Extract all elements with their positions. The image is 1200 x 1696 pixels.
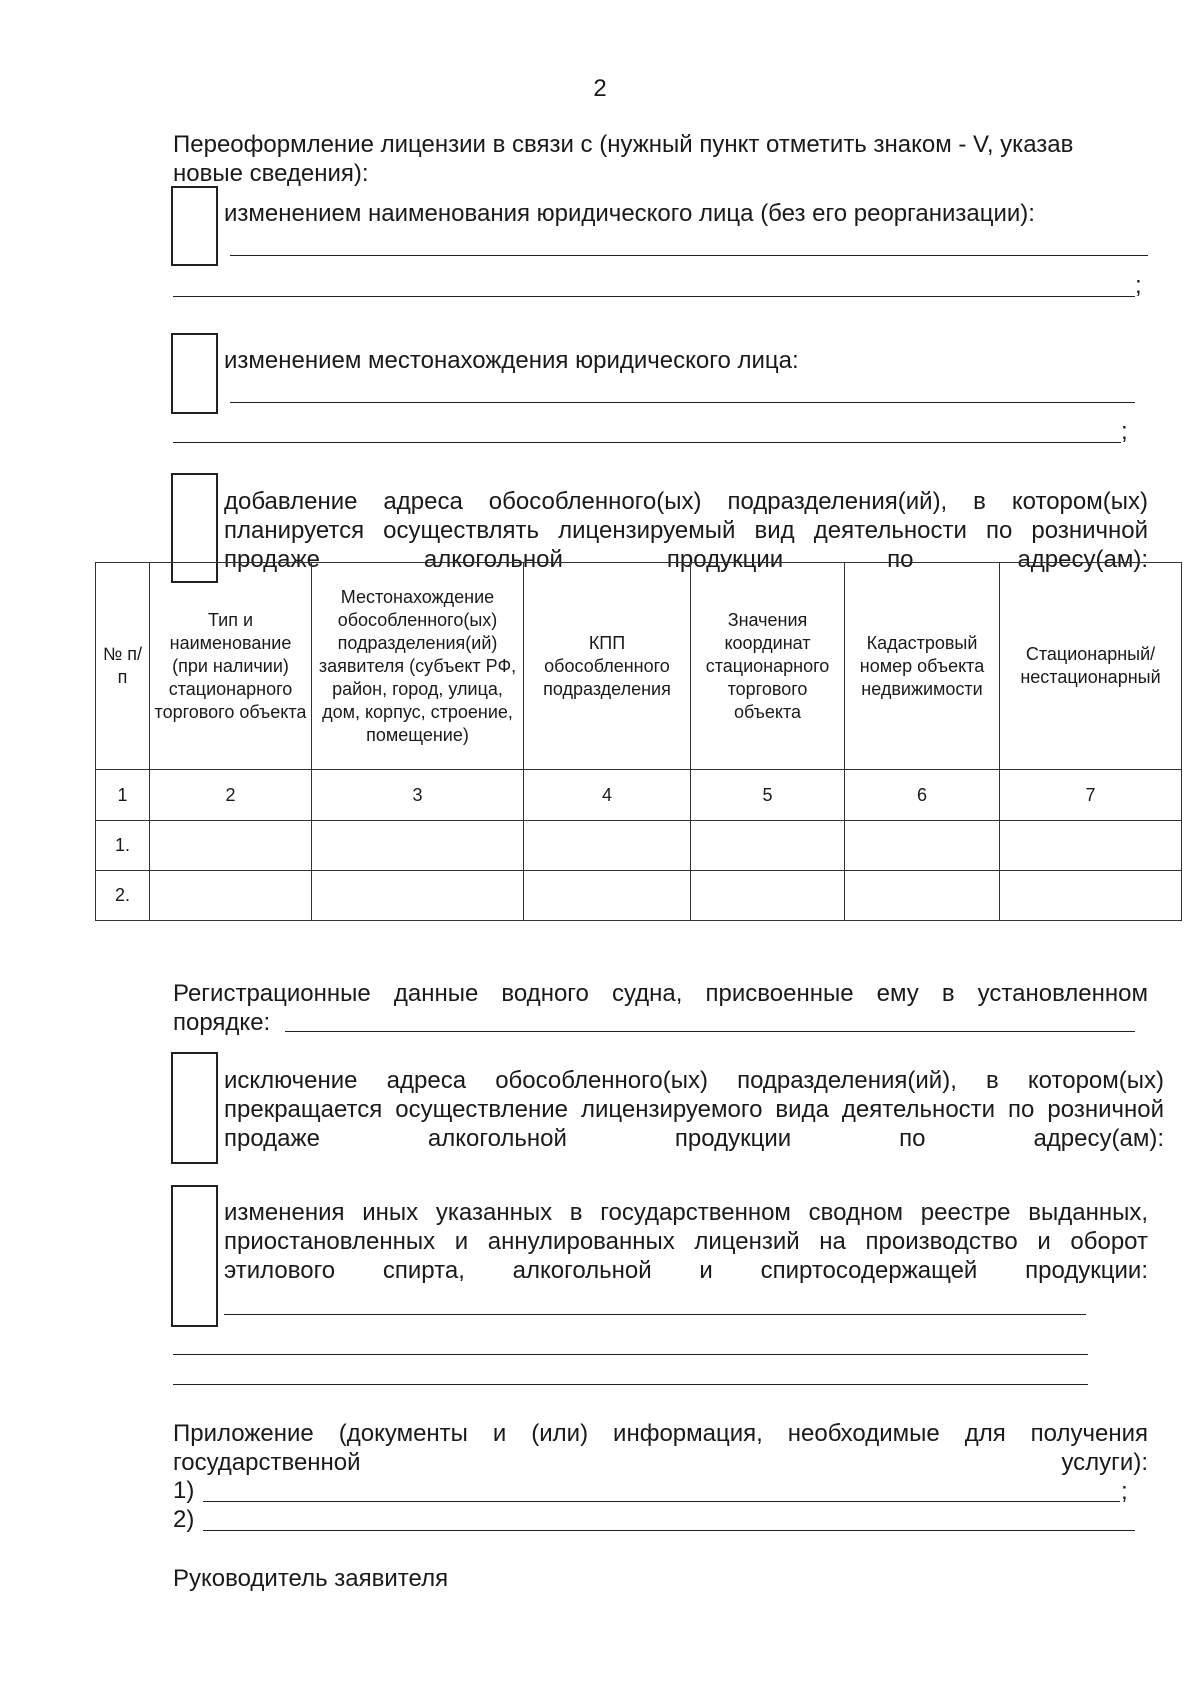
table-cell[interactable]: [150, 821, 312, 871]
checkbox-other-changes[interactable]: [171, 1185, 218, 1327]
table-row: [96, 871, 1182, 921]
reissue-intro: Переоформление лицензии в связи с (нужный пункт отметить знаком - V, указав новые сведения):: [173, 131, 1074, 187]
col-number: 2: [150, 770, 312, 821]
col-header-kpp: КПП обособленного подразделения: [524, 563, 691, 770]
col-number: 7: [1000, 770, 1182, 821]
appendix-text: Приложение (документы и (или) информация, необходимые для получения государственной услуги):: [173, 1420, 1148, 1476]
col-number: 4: [524, 770, 691, 821]
other-changes-field-line-2[interactable]: [173, 1354, 1088, 1355]
checkbox-location-change[interactable]: [171, 333, 218, 414]
subdivisions-table: [95, 562, 1182, 921]
option-add-address-label: добавление адреса обособленного(ых) подразделения(ий), в котором(ых) планируется осуществлять лицензируемый вид деятельности по розничной продаже алкогольной продукции по адресу(ам):: [224, 488, 1148, 573]
col-header-stationary: Стационарный/ нестационарный: [1000, 563, 1182, 770]
signature-label: Руководитель заявителя: [173, 1565, 449, 1592]
name-change-field-line-1[interactable]: [230, 255, 1148, 256]
checkbox-name-change[interactable]: [171, 186, 218, 266]
page-number: 2: [593, 75, 607, 102]
table-cell[interactable]: [150, 871, 312, 921]
option-name-change-label: изменением наименования юридического лица (без его реорганизации):: [224, 200, 1035, 227]
other-changes-field-line-1[interactable]: [224, 1314, 1086, 1315]
table-cell[interactable]: [524, 821, 691, 871]
col-number: 5: [691, 770, 845, 821]
col-header-object-type: Тип и наименование (при наличии) стационарного торгового объекта: [150, 563, 312, 770]
semicolon: ;: [1121, 1478, 1128, 1505]
checkbox-exclude-address[interactable]: [171, 1052, 218, 1164]
col-number: 6: [845, 770, 1000, 821]
table-cell[interactable]: [1000, 871, 1182, 921]
col-header-cadastral: Кадастровый номер объекта недвижимости: [845, 563, 1000, 770]
table-cell[interactable]: [845, 821, 1000, 871]
vessel-registration-label: порядке:: [173, 1009, 271, 1036]
appendix-item-1-field[interactable]: [203, 1501, 1120, 1502]
table-cell[interactable]: [691, 871, 845, 921]
option-location-change-label: изменением местонахождения юридического лица:: [224, 347, 799, 374]
col-number: 1: [96, 770, 150, 821]
vessel-registration-line: Регистрационные данные водного судна, присвоенные ему в установленном: [173, 980, 1148, 1007]
vessel-registration-field[interactable]: [285, 1031, 1135, 1032]
other-changes-field-line-3[interactable]: [173, 1384, 1088, 1385]
table-cell[interactable]: [845, 871, 1000, 921]
semicolon: ;: [1135, 272, 1142, 299]
row-number: 1.: [96, 821, 150, 871]
table-cell[interactable]: [524, 871, 691, 921]
name-change-field-line-2[interactable]: [173, 296, 1135, 297]
table-cell[interactable]: [312, 871, 524, 921]
table-cell[interactable]: [312, 821, 524, 871]
table-header-row: [96, 563, 1182, 770]
table-cell[interactable]: [1000, 821, 1182, 871]
col-header-number: № п/п: [96, 563, 150, 770]
option-exclude-address-label: исключение адреса обособленного(ых) подразделения(ий), в котором(ых) прекращается осуществление лицензируемого вида деятельности по розничной продаже алкогольной продукции по адресу(ам):: [224, 1067, 1164, 1152]
table-row: [96, 821, 1182, 871]
location-change-field-line-1[interactable]: [230, 402, 1135, 403]
col-header-coordinates: Значения координат стационарного торгового объекта: [691, 563, 845, 770]
location-change-field-line-2[interactable]: [173, 442, 1121, 443]
row-number: 2.: [96, 871, 150, 921]
appendix-item-2: 2): [173, 1506, 195, 1533]
option-other-changes-label: изменения иных указанных в государственном сводном реестре выданных, приостановленных и аннулированных лицензий на производство и оборот этилового спирта, алкогольной и спиртосодержащей продукции:: [224, 1199, 1148, 1284]
col-header-location: Местонахождение обособленного(ых) подразделения(ий) заявителя (субъект РФ, район, город, улица, дом, корпус, строение, помещение): [312, 563, 524, 770]
col-number: 3: [312, 770, 524, 821]
appendix-item-1: 1): [173, 1477, 195, 1504]
semicolon: ;: [1121, 418, 1128, 445]
table-cell[interactable]: [691, 821, 845, 871]
table-number-row: [96, 770, 1182, 821]
appendix-item-2-field[interactable]: [203, 1530, 1135, 1531]
